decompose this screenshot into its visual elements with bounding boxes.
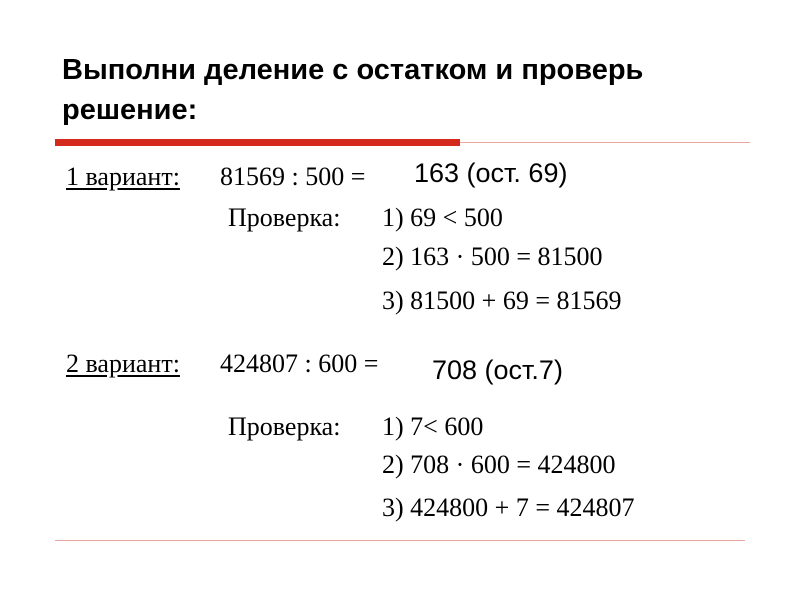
bottom-divider bbox=[55, 540, 745, 541]
page-title: Выполни деление с остатком и проверь решение: bbox=[62, 54, 644, 126]
title-accent-rule bbox=[55, 139, 460, 146]
variant-2-label: 2 вариант: bbox=[66, 349, 180, 378]
variant-1-check-2: 2) 163 · 500 = 81500 bbox=[382, 242, 603, 271]
variant-2-expression: 424807 : 600 = bbox=[220, 349, 379, 378]
variant-1-check-label: Проверка: bbox=[228, 203, 341, 232]
variant-2-check-2: 2) 708 · 600 = 424800 bbox=[382, 450, 616, 479]
variant-1-label: 1 вариант: bbox=[66, 162, 180, 191]
variant-2-check-3: 3) 424800 + 7 = 424807 bbox=[382, 493, 635, 522]
title-divider bbox=[460, 142, 750, 143]
variant-2-answer: 708 (ост.7) bbox=[432, 355, 563, 385]
variant-1-answer: 163 (ост. 69) bbox=[414, 158, 568, 188]
variant-1-check-3: 3) 81500 + 69 = 81569 bbox=[382, 286, 622, 315]
variant-1-expression: 81569 : 500 = bbox=[220, 162, 366, 191]
variant-2-check-label: Проверка: bbox=[228, 412, 341, 441]
variant-2-check-1: 1) 7< 600 bbox=[382, 412, 484, 441]
variant-1-check-1: 1) 69 < 500 bbox=[382, 203, 503, 232]
